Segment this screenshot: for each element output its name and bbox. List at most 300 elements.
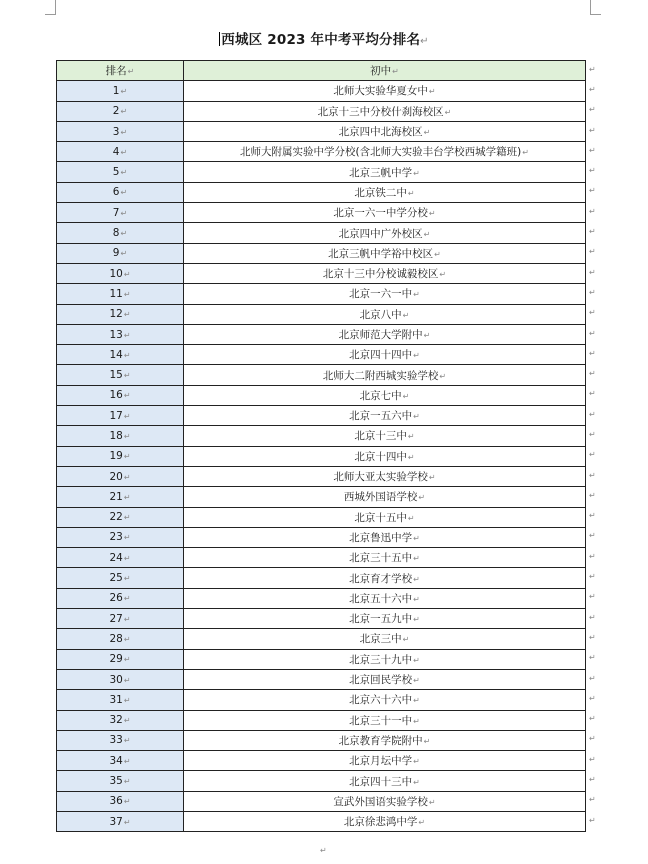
- cell-mark-icon: ↵: [428, 87, 436, 97]
- cell-mark-icon: ↵: [413, 412, 420, 422]
- school-cell[interactable]: [184, 263, 586, 283]
- rank-cell[interactable]: [57, 751, 184, 771]
- school-cell[interactable]: [184, 730, 586, 750]
- rank-cell[interactable]: [57, 527, 184, 547]
- table-row: [57, 182, 586, 202]
- school-name: 北京育才学校: [349, 572, 413, 585]
- rank-cell[interactable]: [57, 690, 184, 710]
- rank-cell[interactable]: [57, 629, 184, 649]
- rank-cell[interactable]: [57, 406, 184, 426]
- cell-mark-icon: ↵: [123, 675, 131, 685]
- cell-mark-icon: ↵: [413, 676, 420, 686]
- school-name: 北京四十四中: [349, 349, 413, 362]
- school-cell[interactable]: [184, 588, 586, 608]
- rank-value: 6: [112, 186, 120, 199]
- cell-mark-icon: ↵: [413, 594, 420, 604]
- paragraph-mark-icon: ↵: [420, 36, 429, 47]
- cell-mark-icon: ↵: [407, 452, 415, 462]
- header-school[interactable]: 初中↵: [184, 61, 586, 81]
- cell-mark-icon: ↵: [123, 777, 131, 787]
- school-cell[interactable]: [184, 771, 586, 791]
- school-cell[interactable]: [184, 203, 586, 223]
- rank-cell[interactable]: [57, 223, 184, 243]
- table-row: [57, 345, 586, 365]
- cell-mark-icon: ↵: [413, 351, 420, 361]
- rank-cell[interactable]: [57, 162, 184, 182]
- cell-mark-icon: ↵: [407, 188, 415, 198]
- cell-mark-icon: ↵: [123, 695, 131, 705]
- row-end-mark-icon: ↵: [589, 815, 596, 825]
- cell-mark-icon: ↵: [407, 513, 415, 523]
- cell-mark-icon: ↵: [123, 269, 131, 279]
- rank-cell[interactable]: [57, 669, 184, 689]
- school-name: 北京三十一中: [349, 714, 413, 727]
- rank-value: 8: [112, 227, 120, 240]
- cell-mark-icon: ↵: [413, 574, 420, 584]
- school-name: 北京一五九中: [349, 613, 413, 626]
- rank-value: 3: [112, 125, 120, 138]
- rank-value: 12: [109, 308, 123, 321]
- rank-cell[interactable]: [57, 609, 184, 629]
- row-end-mark-icon: ↵: [589, 409, 596, 419]
- rank-value: 25: [109, 572, 123, 585]
- rank-cell[interactable]: [57, 385, 184, 405]
- cell-mark-icon: ↵: [123, 371, 131, 381]
- school-name: 北京四中北海校区: [338, 126, 423, 139]
- rank-cell[interactable]: [57, 345, 184, 365]
- cell-mark-icon: ↵: [392, 67, 399, 77]
- row-end-mark-icon: ↵: [589, 450, 596, 460]
- table-row: [57, 568, 586, 588]
- rank-value: 37: [109, 815, 123, 828]
- cell-mark-icon: ↵: [439, 371, 447, 381]
- rank-value: 2: [112, 105, 120, 118]
- rank-value: 36: [109, 795, 123, 808]
- row-end-mark-icon: ↵: [589, 308, 596, 318]
- cell-mark-icon: ↵: [123, 513, 131, 523]
- rank-value: 1: [112, 84, 120, 97]
- school-name: 北京十三中分校什刹海校区: [317, 105, 444, 118]
- table-row: [57, 284, 586, 304]
- rank-cell[interactable]: [57, 710, 184, 730]
- school-name: 北师大实验华夏女中: [333, 85, 428, 98]
- cell-mark-icon: ↵: [423, 736, 431, 746]
- rank-value: 18: [109, 429, 123, 442]
- table-row: [57, 588, 586, 608]
- row-end-mark-icon: ↵: [589, 348, 596, 358]
- cell-mark-icon: ↵: [434, 249, 441, 259]
- table-row: [57, 690, 586, 710]
- row-end-mark-icon: ↵: [589, 64, 596, 74]
- school-name: 北京四十三中: [349, 775, 413, 788]
- school-cell[interactable]: [184, 385, 586, 405]
- row-end-mark-icon: ↵: [589, 166, 596, 176]
- school-cell[interactable]: [184, 426, 586, 446]
- school-cell[interactable]: [184, 101, 586, 121]
- cell-mark-icon: ↵: [413, 696, 420, 706]
- table-row: [57, 710, 586, 730]
- row-end-mark-icon: ↵: [589, 247, 596, 257]
- table-row: [57, 142, 586, 162]
- table-row: [57, 162, 586, 182]
- ranking-table[interactable]: [56, 60, 586, 832]
- school-name: 北京三十五中: [349, 552, 413, 565]
- rank-cell[interactable]: [57, 446, 184, 466]
- school-name: 北京五十六中: [349, 592, 413, 605]
- school-name: 北京三中: [359, 633, 402, 646]
- cell-mark-icon: ↵: [402, 391, 410, 401]
- row-end-mark-icon: ↵: [589, 186, 596, 196]
- cell-mark-icon: ↵: [123, 330, 131, 340]
- rank-value: 34: [109, 754, 123, 767]
- table-row: [57, 548, 586, 568]
- rank-value: 26: [109, 592, 123, 605]
- table-row: [57, 121, 586, 141]
- cell-mark-icon: ↵: [123, 634, 131, 644]
- table-row: [57, 406, 586, 426]
- cell-mark-icon: ↵: [127, 67, 135, 77]
- table-row: [57, 243, 586, 263]
- school-name: 北京三十九中: [349, 653, 413, 666]
- cell-mark-icon: ↵: [120, 107, 128, 117]
- cell-mark-icon: ↵: [413, 615, 420, 625]
- rank-value: 16: [109, 389, 123, 402]
- row-end-mark-icon: ↵: [589, 429, 596, 439]
- school-name: 北师大附属实验中学分校(含北师大实验丰台学校西城学籍班): [240, 146, 522, 159]
- row-end-mark-icon: ↵: [589, 227, 596, 237]
- row-end-mark-icon: ↵: [589, 125, 596, 135]
- rank-cell[interactable]: [57, 263, 184, 283]
- rank-cell[interactable]: [57, 771, 184, 791]
- row-end-mark-icon: ↵: [589, 369, 596, 379]
- school-name: 北京鲁迅中学: [349, 531, 413, 544]
- cell-mark-icon: ↵: [413, 290, 420, 300]
- rank-value: 33: [109, 734, 123, 747]
- school-cell[interactable]: [184, 568, 586, 588]
- rank-value: 9: [112, 247, 120, 260]
- school-name: 北京师范大学附中: [338, 329, 423, 341]
- row-end-mark-icon: ↵: [589, 775, 596, 785]
- rank-cell[interactable]: [57, 81, 184, 101]
- school-cell[interactable]: [184, 243, 586, 263]
- school-name: 北京徐悲鸿中学: [343, 816, 418, 829]
- cell-mark-icon: ↵: [120, 168, 128, 178]
- school-name: 北京三帆中学裕中校区: [328, 247, 434, 260]
- rank-cell[interactable]: [57, 284, 184, 304]
- cell-mark-icon: ↵: [123, 533, 131, 543]
- school-name: 北师大二附西城实验学校: [322, 369, 439, 382]
- header-rank[interactable]: 排名↵: [57, 61, 184, 81]
- cell-mark-icon: ↵: [120, 127, 128, 137]
- school-cell[interactable]: [184, 406, 586, 426]
- table-row: [57, 751, 586, 771]
- table-row: [57, 385, 586, 405]
- cell-mark-icon: ↵: [123, 574, 131, 584]
- school-name: 北京七中: [359, 389, 402, 402]
- cell-mark-icon: ↵: [413, 168, 420, 178]
- cell-mark-icon: ↵: [413, 777, 420, 787]
- row-end-mark-icon: ↵: [589, 653, 596, 663]
- school-cell[interactable]: [184, 446, 586, 466]
- row-end-mark-icon: ↵: [589, 673, 596, 683]
- rank-cell[interactable]: [57, 121, 184, 141]
- school-name: 北京一五六中: [349, 410, 413, 423]
- rank-value: 10: [109, 267, 123, 280]
- school-cell[interactable]: [184, 487, 586, 507]
- table-row: [57, 466, 586, 486]
- row-end-mark-icon: ↵: [589, 531, 596, 541]
- cell-mark-icon: ↵: [120, 147, 128, 157]
- rank-value: 17: [109, 409, 123, 422]
- school-cell[interactable]: [184, 609, 586, 629]
- school-name: 北京月坛中学: [349, 755, 413, 768]
- cell-mark-icon: ↵: [123, 289, 131, 299]
- rank-cell[interactable]: [57, 101, 184, 121]
- school-name: 北师大亚太实验学校: [333, 471, 428, 484]
- school-name: 北京十三中: [354, 430, 407, 443]
- table-body: [57, 81, 586, 832]
- cell-mark-icon: ↵: [423, 128, 431, 138]
- table-row: [57, 81, 586, 101]
- rank-cell[interactable]: [57, 182, 184, 202]
- cell-mark-icon: ↵: [413, 757, 420, 767]
- row-end-mark-icon: ↵: [589, 592, 596, 602]
- rank-cell[interactable]: [57, 507, 184, 527]
- cell-mark-icon: ↵: [123, 350, 131, 360]
- school-cell[interactable]: [184, 142, 586, 162]
- cell-mark-icon: ↵: [522, 148, 529, 158]
- cell-mark-icon: ↵: [413, 716, 420, 726]
- page-corner-mark-top-left: [45, 0, 56, 15]
- school-cell[interactable]: [184, 365, 586, 385]
- cell-mark-icon: ↵: [123, 492, 131, 502]
- school-cell[interactable]: [184, 345, 586, 365]
- rank-cell[interactable]: [57, 730, 184, 750]
- table-row: [57, 304, 586, 324]
- rank-value: 24: [109, 551, 123, 564]
- table-row: [57, 609, 586, 629]
- school-cell[interactable]: [184, 162, 586, 182]
- rank-value: 5: [112, 166, 120, 179]
- school-name: 北京十三中分校诚毅校区: [322, 268, 439, 281]
- rank-cell[interactable]: [57, 365, 184, 385]
- rank-value: 35: [109, 775, 123, 788]
- cell-mark-icon: ↵: [123, 452, 131, 462]
- rank-value: 32: [109, 714, 123, 727]
- table-header-row: [57, 61, 586, 81]
- row-end-mark-icon: ↵: [589, 389, 596, 399]
- rank-value: 23: [109, 531, 123, 544]
- school-cell[interactable]: [184, 527, 586, 547]
- row-end-mark-icon: ↵: [589, 145, 596, 155]
- rank-cell[interactable]: [57, 588, 184, 608]
- table-row: [57, 507, 586, 527]
- row-end-mark-icon: ↵: [589, 572, 596, 582]
- rank-value: 7: [112, 206, 120, 219]
- school-cell[interactable]: [184, 751, 586, 771]
- table-row: [57, 263, 586, 283]
- cell-mark-icon: ↵: [402, 310, 410, 320]
- rank-value: 29: [109, 653, 123, 666]
- table-row: [57, 446, 586, 466]
- row-end-mark-icon: ↵: [589, 795, 596, 805]
- rank-cell[interactable]: [57, 649, 184, 669]
- school-cell[interactable]: [184, 182, 586, 202]
- school-cell[interactable]: [184, 649, 586, 669]
- rank-cell[interactable]: [57, 203, 184, 223]
- table-row: [57, 811, 586, 831]
- rank-value: 28: [109, 632, 123, 645]
- cell-mark-icon: ↵: [418, 818, 426, 828]
- rank-cell[interactable]: [57, 568, 184, 588]
- row-end-mark-icon: ↵: [589, 632, 596, 642]
- school-name: 宣武外国语实验学校: [333, 795, 428, 808]
- cell-mark-icon: ↵: [120, 229, 128, 239]
- rank-value: 30: [109, 673, 123, 686]
- document-title[interactable]: [0, 28, 648, 48]
- school-cell[interactable]: [184, 690, 586, 710]
- row-end-mark-icon: ↵: [589, 754, 596, 764]
- row-end-mark-icon: ↵: [589, 714, 596, 724]
- cell-mark-icon: ↵: [120, 208, 128, 218]
- cell-mark-icon: ↵: [428, 209, 436, 219]
- table-row: [57, 101, 586, 121]
- row-end-mark-icon: ↵: [589, 511, 596, 521]
- cell-mark-icon: ↵: [418, 493, 426, 503]
- cell-mark-icon: ↵: [120, 249, 128, 259]
- cell-mark-icon: ↵: [123, 310, 131, 320]
- rank-cell[interactable]: [57, 466, 184, 486]
- cell-mark-icon: ↵: [123, 614, 131, 624]
- row-end-mark-icon: ↵: [589, 328, 596, 338]
- row-end-mark-icon: ↵: [589, 84, 596, 94]
- school-cell[interactable]: [184, 811, 586, 831]
- school-cell[interactable]: [184, 669, 586, 689]
- rank-cell[interactable]: [57, 304, 184, 324]
- school-cell[interactable]: [184, 81, 586, 101]
- row-end-mark-icon: ↵: [589, 105, 596, 115]
- school-name: 北京铁二中: [354, 186, 407, 199]
- table-row: [57, 527, 586, 547]
- page-corner-mark-top-right: [590, 0, 601, 15]
- table-row: [57, 771, 586, 791]
- rank-value: 21: [109, 490, 123, 503]
- cell-mark-icon: ↵: [123, 411, 131, 421]
- cell-mark-icon: ↵: [123, 553, 131, 563]
- cell-mark-icon: ↵: [120, 188, 128, 198]
- cell-mark-icon: ↵: [123, 817, 131, 827]
- school-name: 北京六十六中: [349, 694, 413, 707]
- rank-value: 15: [109, 369, 123, 382]
- school-cell[interactable]: [184, 548, 586, 568]
- table-row: [57, 365, 586, 385]
- school-cell[interactable]: [184, 791, 586, 811]
- cell-mark-icon: ↵: [123, 431, 131, 441]
- school-name: 北京一六一中: [349, 288, 413, 301]
- rank-cell[interactable]: [57, 142, 184, 162]
- rank-value: 14: [109, 348, 123, 361]
- table-row: [57, 203, 586, 223]
- row-end-mark-icon: ↵: [589, 206, 596, 216]
- rank-cell[interactable]: [57, 243, 184, 263]
- cell-mark-icon: ↵: [423, 331, 431, 340]
- cell-mark-icon: ↵: [123, 391, 131, 401]
- rank-value: 31: [109, 693, 123, 706]
- rank-cell[interactable]: [57, 791, 184, 811]
- cell-mark-icon: ↵: [123, 756, 131, 766]
- rank-cell[interactable]: [57, 487, 184, 507]
- rank-value: 19: [109, 450, 123, 463]
- rank-value: 20: [109, 470, 123, 483]
- table-row: [57, 669, 586, 689]
- row-end-mark-icon: ↵: [589, 267, 596, 277]
- school-cell[interactable]: [184, 284, 586, 304]
- rank-value: 22: [109, 511, 123, 524]
- cell-mark-icon: ↵: [123, 594, 131, 604]
- school-name: 北京十五中: [354, 511, 407, 524]
- cell-mark-icon: ↵: [123, 716, 131, 726]
- document-title-text[interactable]: 西城区 2023 年中考平均分排名: [221, 32, 421, 48]
- school-cell[interactable]: [184, 507, 586, 527]
- row-end-mark-icon: ↵: [589, 490, 596, 500]
- school-name: 北京八中: [359, 308, 402, 321]
- document-end-paragraph-mark-icon: ↵: [320, 846, 327, 855]
- cell-mark-icon: ↵: [413, 655, 420, 665]
- school-name: 北京教育学院附中: [338, 734, 423, 747]
- school-cell[interactable]: [184, 121, 586, 141]
- table-row: [57, 791, 586, 811]
- row-end-mark-icon: ↵: [589, 734, 596, 744]
- cell-mark-icon: ↵: [123, 472, 131, 482]
- rank-cell[interactable]: [57, 811, 184, 831]
- table-row: [57, 629, 586, 649]
- cell-mark-icon: ↵: [120, 86, 128, 96]
- school-name: 北京一六一中学分校: [333, 207, 428, 220]
- row-end-mark-icon: ↵: [589, 551, 596, 561]
- cell-mark-icon: ↵: [123, 736, 131, 746]
- cell-mark-icon: ↵: [439, 270, 447, 280]
- row-end-mark-icon: ↵: [589, 693, 596, 703]
- cell-mark-icon: ↵: [413, 554, 420, 564]
- cell-mark-icon: ↵: [423, 229, 431, 239]
- cell-mark-icon: ↵: [407, 432, 415, 442]
- rank-value: 11: [109, 287, 123, 300]
- rank-value: 13: [109, 328, 123, 341]
- school-cell[interactable]: [184, 223, 586, 243]
- rank-cell[interactable]: [57, 548, 184, 568]
- rank-value: 27: [109, 612, 123, 625]
- cell-mark-icon: ↵: [428, 473, 436, 483]
- table-row: [57, 649, 586, 669]
- school-name: 北京四中广外校区: [338, 227, 423, 240]
- school-cell[interactable]: [184, 466, 586, 486]
- school-cell[interactable]: [184, 324, 586, 344]
- rank-value: 4: [112, 145, 120, 158]
- school-name: 北京回民学校: [349, 674, 413, 687]
- row-end-mark-icon: ↵: [589, 612, 596, 622]
- table-row: [57, 324, 586, 344]
- school-cell[interactable]: [184, 710, 586, 730]
- school-cell[interactable]: [184, 629, 586, 649]
- school-name: 北京十四中: [354, 450, 407, 463]
- school-cell[interactable]: [184, 304, 586, 324]
- row-end-mark-icon: ↵: [589, 287, 596, 297]
- school-name: 西城外国语学校: [343, 491, 418, 504]
- rank-cell[interactable]: [57, 324, 184, 344]
- rank-cell[interactable]: [57, 426, 184, 446]
- table-row: [57, 223, 586, 243]
- table-row: [57, 487, 586, 507]
